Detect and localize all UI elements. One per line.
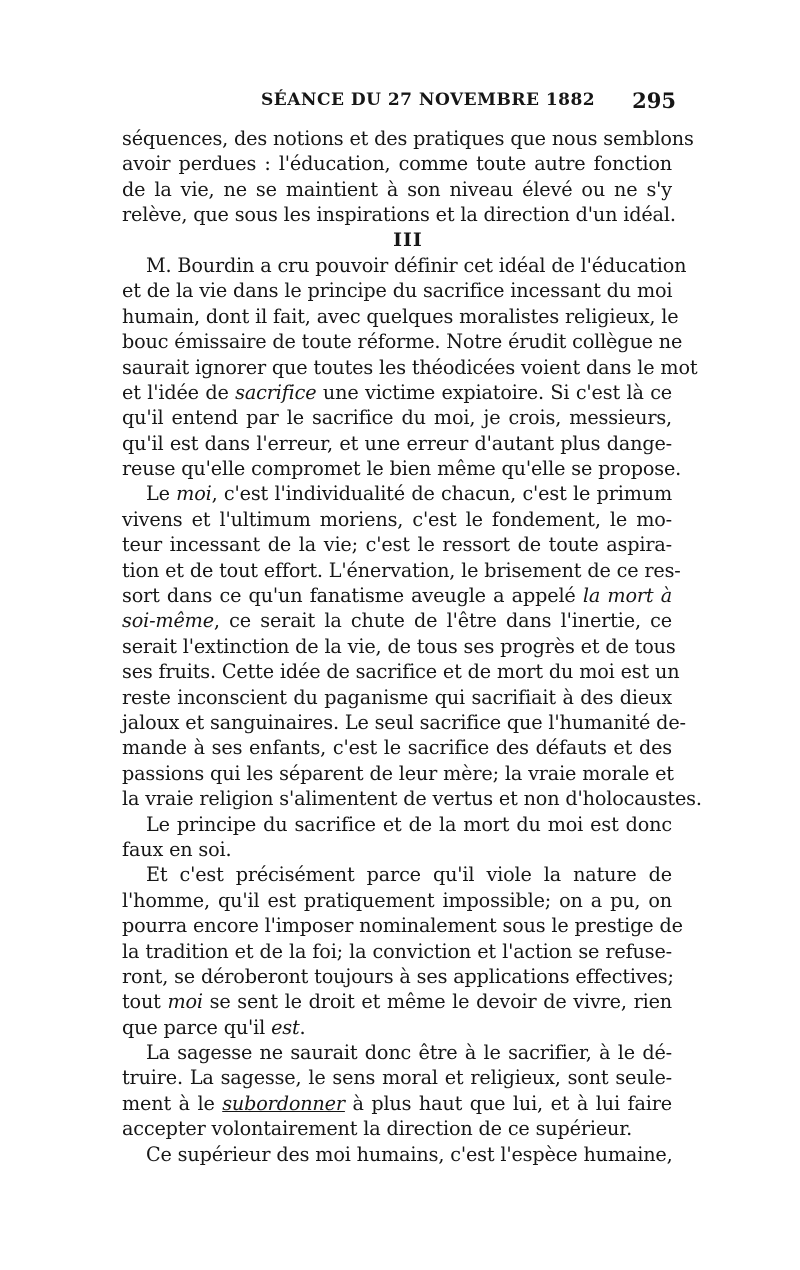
text-line <box>122 583 672 608</box>
section-number: III <box>393 228 423 251</box>
text-line: tion et de tout effort. L'énervation, le brisement de ce res- <box>122 558 681 582</box>
italic-phrase: soi-même <box>122 609 214 633</box>
text-line: serait l'extinction de la vie, de tous ses progrès et de tous <box>122 634 676 658</box>
text-line: faux en soi. <box>122 837 232 861</box>
text-line: reuse qu'elle compromet le bien même qu'elle se propose. <box>122 457 682 481</box>
text-line <box>122 608 672 633</box>
text-run: et l'idée de <box>122 380 236 404</box>
text-line: vivens et l'ultimum moriens, c'est le fondement, le mo- <box>122 507 672 531</box>
italic-phrase: la mort à <box>582 584 672 608</box>
text-run: , ce serait la chute de l'être dans l'inertie, ce <box>213 609 672 633</box>
section-heading <box>122 228 672 253</box>
italic-word: moi <box>167 990 203 1014</box>
text-run: se sent le droit et même le devoir de vivre, rien <box>202 990 672 1014</box>
text-line: Ce supérieur des moi humains, c'est l'espèce humaine, <box>146 1142 673 1166</box>
text-line: avoir perdues : l'éducation, comme toute autre fonction <box>122 152 672 176</box>
italic-word: est <box>271 1015 300 1039</box>
text-line: la vraie religion s'alimentent de vertus et non d'holocaustes. <box>122 787 702 811</box>
text-line: truire. La sagesse, le sens moral et religieux, sont seule- <box>122 1066 672 1090</box>
text-line: teur incessant de la vie; c'est le ressort de toute aspira- <box>122 533 672 557</box>
text-line: humain, dont il fait, avec quelques moralistes religieux, le <box>122 304 679 328</box>
text-line <box>122 380 672 405</box>
page-number: 295 <box>632 88 676 113</box>
text-line: l'homme, qu'il est pratiquement impossible; on a pu, on <box>122 888 672 912</box>
text-line: pourra encore l'imposer nominalement sous le prestige de <box>122 914 683 938</box>
body-text <box>122 126 702 1167</box>
text-line: La sagesse ne saurait donc être à le sacrifier, à le dé- <box>146 1041 672 1065</box>
text-line: reste inconscient du paganisme qui sacrifiait à des dieux <box>122 685 672 709</box>
text-line <box>122 481 672 506</box>
text-line: accepter volontairement la direction de ce supérieur. <box>122 1117 633 1141</box>
italic-word: sacrifice <box>235 380 317 404</box>
text-line <box>122 1015 672 1040</box>
text-line <box>122 989 672 1014</box>
text-line: qu'il entend par le sacrifice du moi, je crois, messieurs, <box>122 406 672 430</box>
running-title: SÉANCE DU 27 NOVEMBRE 1882 <box>261 90 596 110</box>
italic-word: subordonner <box>222 1091 345 1115</box>
text-line: relève, que sous les inspirations et la direction d'un idéal. <box>122 203 676 227</box>
text-run: à plus haut que lui, et à lui faire <box>344 1091 672 1115</box>
text-line: passions qui les séparent de leur mère; la vraie morale et <box>122 761 674 785</box>
text-line: saurait ignorer que toutes les théodicées voient dans le mot <box>122 355 698 379</box>
running-head <box>120 88 680 118</box>
text-line: la tradition et de la foi; la conviction et l'action se refuse- <box>122 939 672 963</box>
text-run: que parce qu'il <box>122 1015 272 1039</box>
text-line <box>122 1091 672 1116</box>
text-run: ment à le <box>122 1091 223 1115</box>
text-line: mande à ses enfants, c'est le sacrifice des défauts et des <box>122 736 672 760</box>
text-run: sort dans ce qu'un fanatisme aveugle a appelé <box>122 584 583 608</box>
text-line: séquences, des notions et des pratiques que nous semblons <box>122 127 694 150</box>
text-line: et de la vie dans le principe du sacrifice incessant du moi <box>122 279 673 303</box>
text-line: jaloux et sanguinaires. Le seul sacrifice que l'humanité de- <box>122 710 686 734</box>
text-line: qu'il est dans l'erreur, et une erreur d'autant plus dange- <box>122 431 672 455</box>
text-run: tout <box>122 990 168 1014</box>
text-line: M. Bourdin a cru pouvoir définir cet idéal de l'éducation <box>146 253 687 277</box>
text-line: bouc émissaire de toute réforme. Notre érudit collègue ne <box>122 330 683 354</box>
text-line: ront, se déroberont toujours à ses applications effectives; <box>122 964 674 988</box>
text-run: Le <box>146 482 177 506</box>
text-run: une victime expiatoire. Si c'est là ce <box>316 380 672 404</box>
text-line: Et c'est précisément parce qu'il viole la nature de <box>146 863 672 887</box>
text-run: , c'est l'individualité de chacun, c'est le primum <box>211 482 672 506</box>
italic-word: moi <box>176 482 212 506</box>
text-line: de la vie, ne se maintient à son niveau élevé ou ne s'y <box>122 177 672 201</box>
text-line: Le principe du sacrifice et de la mort du moi est donc <box>146 812 672 836</box>
text-run: . <box>299 1015 306 1039</box>
text-line: ses fruits. Cette idée de sacrifice et de mort du moi est un <box>122 660 680 684</box>
